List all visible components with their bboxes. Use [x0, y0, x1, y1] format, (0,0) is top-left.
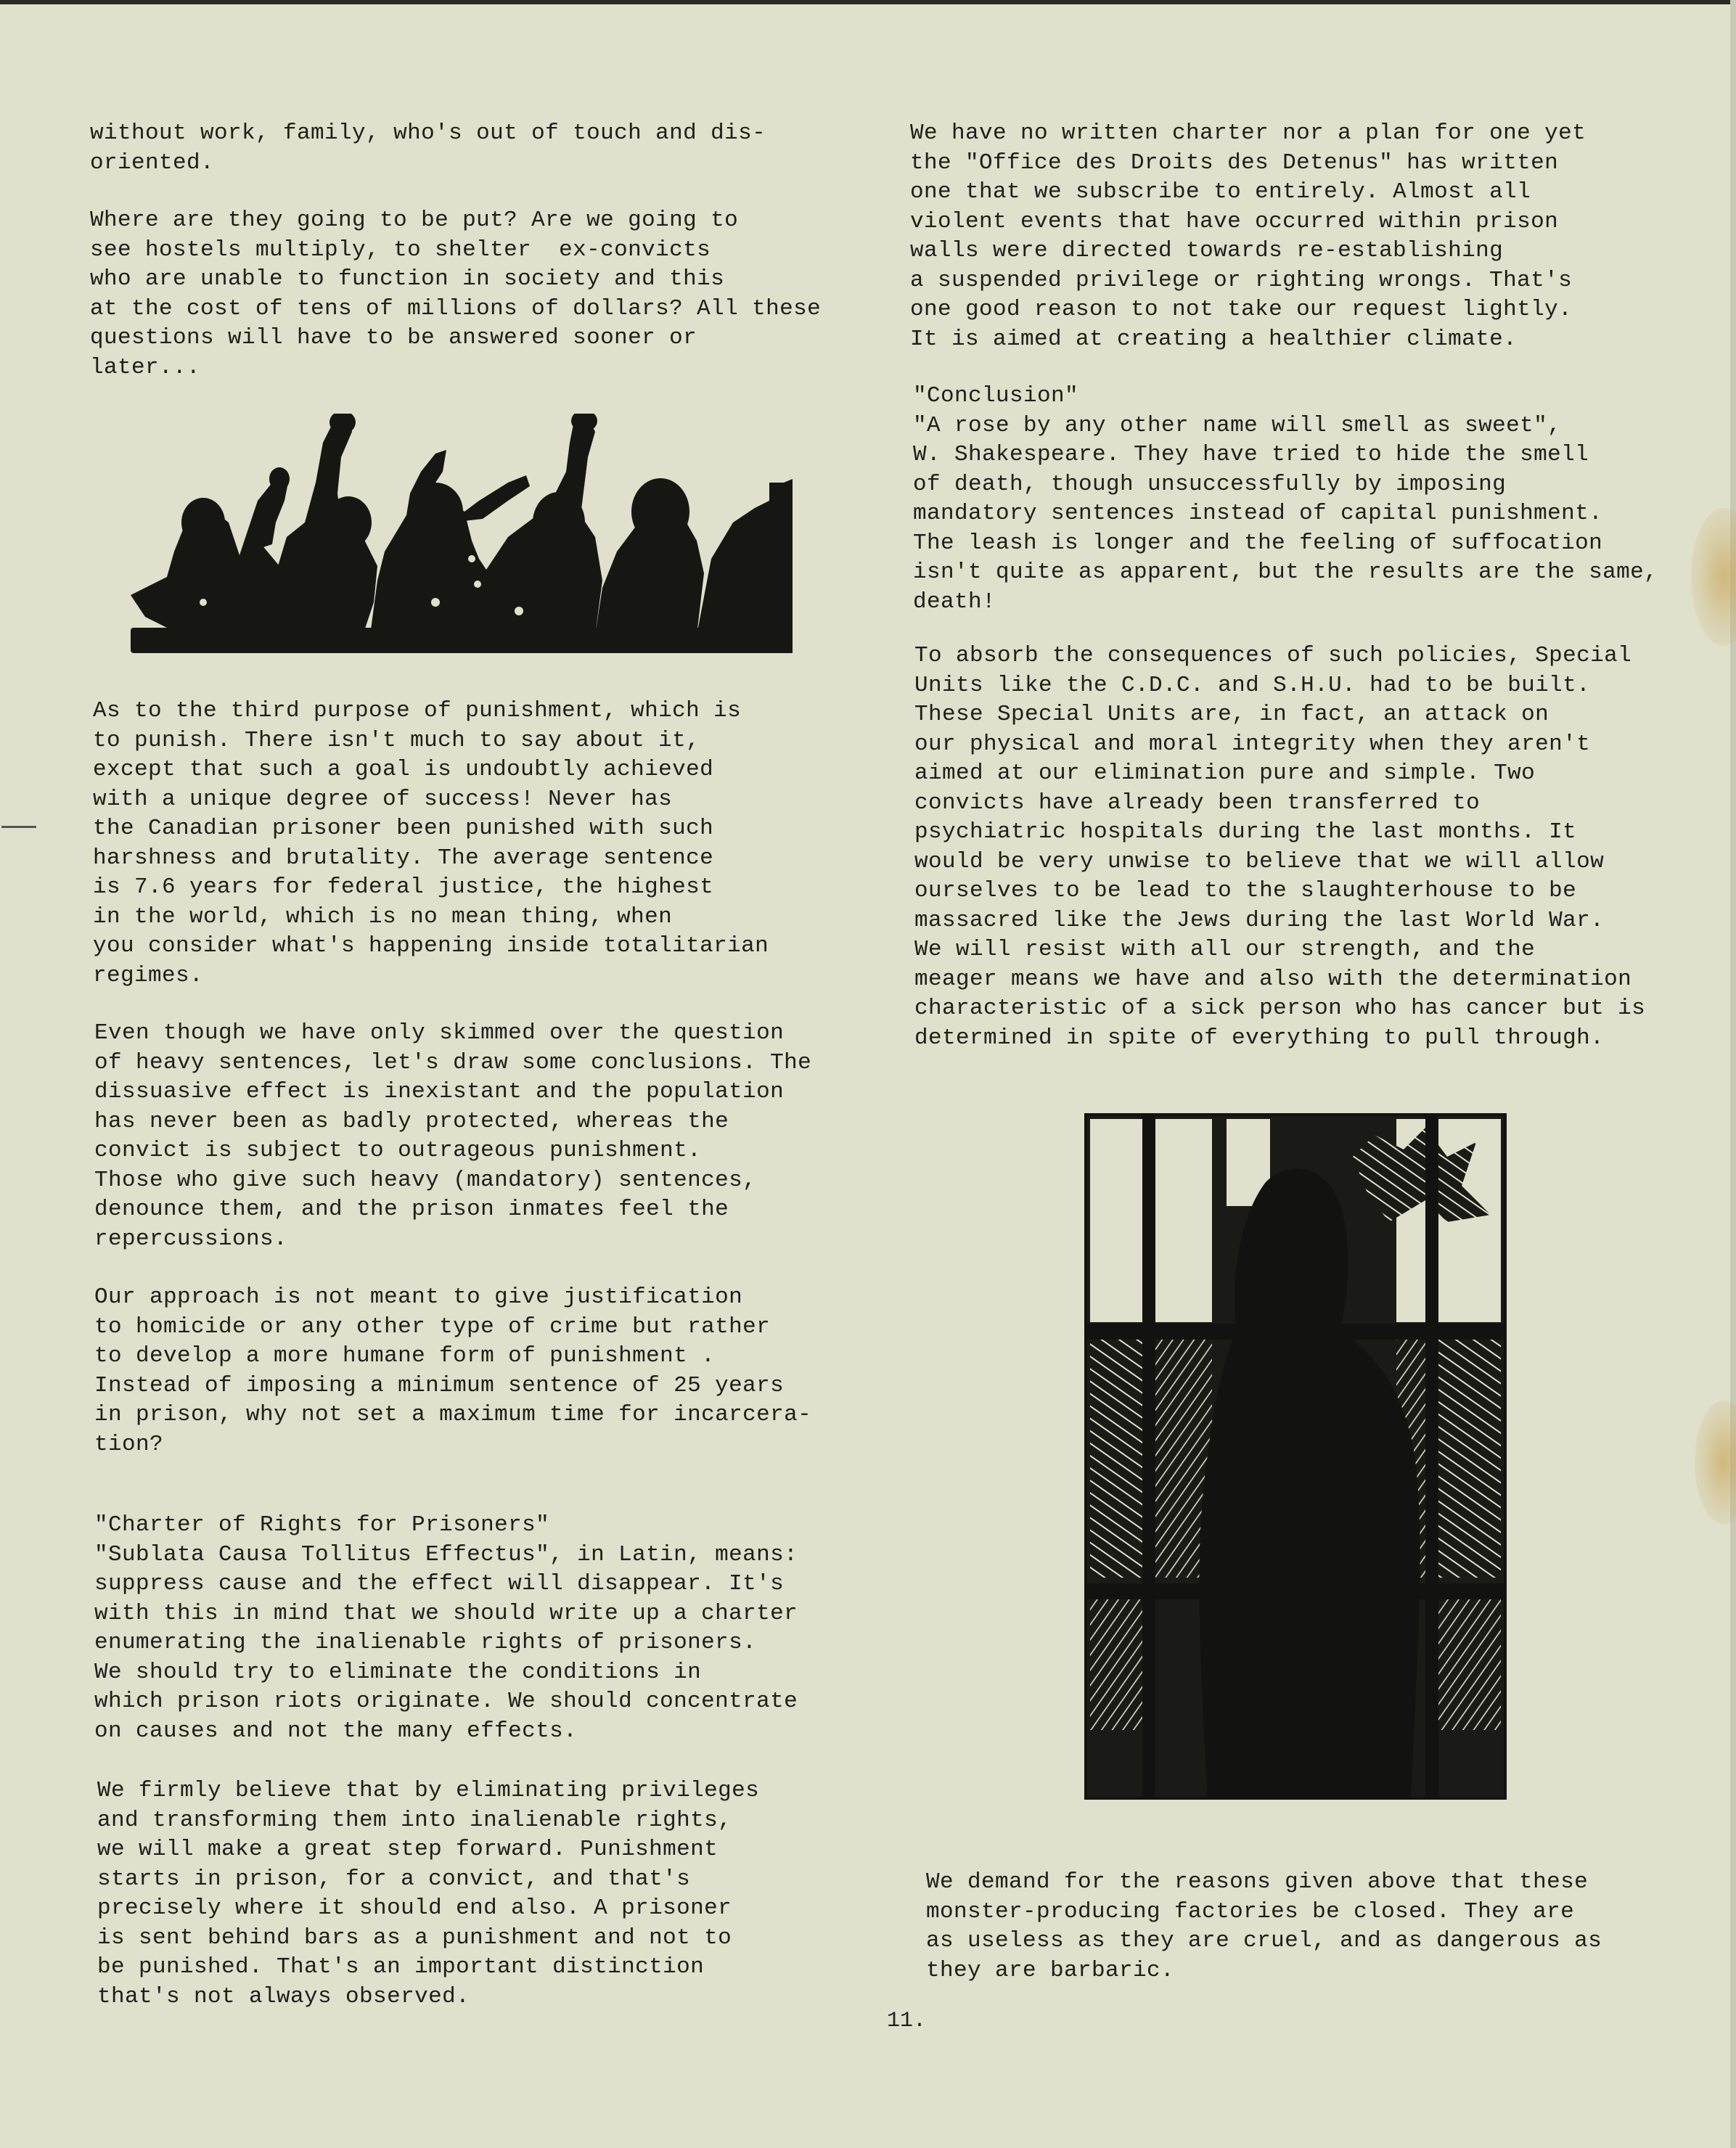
right-paragraph-1: We have no written charter nor a plan for one yet the "Office des Droits des Detenus" has written one that we subscribe to entirely. Almost all violent events that have occurred within prison walls were directed towards re-establishing a suspended privilege or righting wrongs. That's one good reason to not take our request lightly. It is aimed at creating a healthier climate. [910, 120, 1586, 352]
left-paragraph-3: As to the third purpose of punishment, which is to punish. There isn't much to say about it, except that such a goal is undoubtly achieved with a unique degree of success! Never has the Canadian prisoner been punished with such harshness and brutality. The average sentence is 7.6 years for federal justice, the highest in the world, which is no mean thing, when you consider what's happening inside totalitarian regimes. [93, 698, 769, 988]
page-number: 11. [887, 2009, 927, 2033]
left-paragraph-7: We firmly believe that by eliminating privileges and transforming them into inalienable rights, we will make a great step forward. Punishment starts in prison, for a convict, and that's precisely where it should end also. A prisoner is sent behind bars as a punishment and not to be punished. That's an important distinction that's not always observed. [97, 1778, 760, 2009]
page-top-edge [0, 0, 1736, 4]
left-paragraph-5: Our approach is not meant to give justification to homicide or any other type of crime but rather to develop a more humane form of punishment . Instead of imposing a minimum sentence of 25 years in prison, why not set a maximum time for incarcera- tion? [94, 1284, 812, 1457]
page-right-edge [1730, 0, 1736, 2148]
crowd-silhouette-icon [131, 414, 793, 653]
stain-mark [1691, 508, 1736, 646]
right-paragraph-3: To absorb the consequences of such policies, Special Units like the C.D.C. and S.H.U. had to be built. These Special Units are, in fact, an attack on our physical and moral integrity when they aren't aimed at our elimination pure and simple. Two convicts have already been transferred to psychiatric hospitals during the last months. It would be very unwise to believe that we will allow ourselves to be lead to the slaughterhouse to be massacred like the Jews during the last World War. We will resist with all our strength, and the meager means we have and also with the determination characteristic of a sick person who has cancer but is determined in spite of everything to pull through. [914, 643, 1646, 1051]
margin-mark [1, 826, 36, 828]
prisoner-at-window-icon [1084, 1113, 1507, 1800]
left-paragraph-6: "Charter of Rights for Prisoners" "Sublata Causa Tollitus Effectus", in Latin, means: suppress cause and the effect will disappear. It's with this in mind that we should write up a charter enumerating the inalienable rights of prisoners. We should try to eliminate the conditions in which prison riots originate. We should concentrate on causes and not the many effects. [94, 1512, 798, 1744]
left-paragraph-1: without work, family, who's out of touch and dis- oriented. [90, 120, 766, 176]
left-paragraph-4: Even though we have only skimmed over the question of heavy sentences, let's draw some conclusions. The dissuasive effect is inexistant and the population has never been as badly protected, whereas the convict is subject to outrageous punishment. Those who give such heavy (mandatory) sentences, denounce them, and the prison inmates feel the repercussions. [94, 1020, 812, 1252]
protest-silhouette-illustration [131, 414, 793, 653]
left-paragraph-2: Where are they going to be put? Are we going to see hostels multiply, to shelter ex-convicts who are unable to function in society and this at the cost of tens of millions of dollars? All these questions will have to be answered sooner or later... [90, 208, 822, 380]
right-paragraph-2: "Conclusion" "A rose by any other name will smell as sweet", W. Shakespeare. They have tried to hide the smell of death, though unsuccessfully by imposing mandatory sentences instead of capital punishment. The leash is longer and the feeling of suffocation isn't quite as apparent, but the results are the same, death! [913, 383, 1658, 615]
right-paragraph-4: We demand for the reasons given above that these monster-producing factories be closed. They are as useless as they are cruel, and as dangerous as they are barbaric. [926, 1869, 1602, 1983]
prisoner-window-woodcut-illustration [1084, 1113, 1507, 1800]
stain-mark [1695, 1401, 1736, 1524]
